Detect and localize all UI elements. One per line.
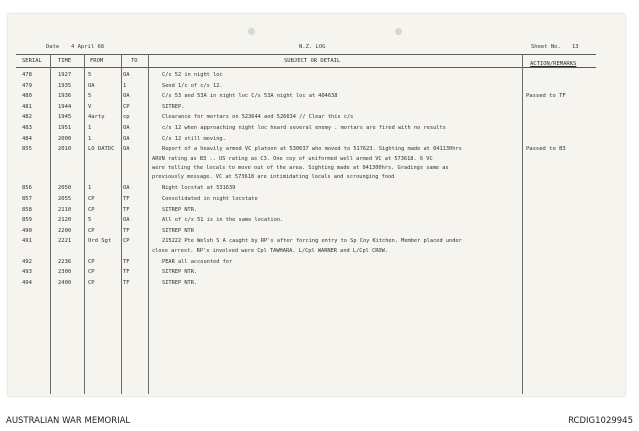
entry-serial: 481	[22, 103, 32, 110]
entry-time: 1951	[58, 125, 72, 131]
entry-from: V	[88, 103, 92, 110]
column-divider	[522, 54, 523, 394]
header-bottom-rule	[16, 67, 596, 68]
entry-serial: 484	[22, 135, 32, 142]
entry-from: CP	[88, 279, 95, 286]
entry-to: 1	[123, 82, 127, 89]
header-top-rule	[16, 54, 596, 55]
column-header-from: FROM	[90, 58, 104, 64]
punch-hole-right	[395, 28, 402, 35]
entry-to: OA	[123, 217, 130, 224]
entry-time: 2050	[58, 185, 72, 192]
entry-to: TF	[123, 195, 130, 202]
entry-detail: ARVN rating as B3 .. US rating as C3. One coy of uniformed well armed VC at 573618. 6 VC	[152, 155, 433, 162]
entry-time: 2200	[58, 227, 72, 234]
entry-from: CP	[88, 269, 95, 276]
entry-time: 2221	[58, 238, 72, 245]
entry-detail: SITREP NTR.	[162, 269, 198, 276]
sheet-label: Sheet No.	[531, 44, 561, 50]
footer-institution: AUSTRALIAN WAR MEMORIAL	[6, 416, 131, 426]
entry-to: CP	[123, 103, 130, 110]
column-divider	[148, 54, 149, 394]
entry-time: 2400	[58, 279, 72, 286]
entry-serial: 480	[22, 93, 32, 100]
entry-serial: 858	[22, 206, 32, 213]
entry-detail: c/s 12 when approaching night loc heard several enemy . mortars are fired with no results	[162, 125, 446, 131]
entry-serial: 491	[22, 238, 32, 245]
entry-serial: 482	[22, 114, 32, 121]
column-header-subject: SUBJECT OR DETAIL	[284, 58, 341, 64]
column-header-serial: SERIAL	[22, 58, 42, 64]
entry-detail: Consolidated in night locstate	[162, 195, 258, 202]
entry-to: OA	[123, 125, 130, 131]
entry-time: 1944	[58, 103, 72, 110]
entry-from: 5	[88, 93, 92, 100]
column-divider	[50, 54, 51, 394]
entry-action: Passed to TF	[526, 93, 566, 100]
entry-from: 1	[88, 125, 92, 131]
column-divider	[121, 54, 122, 394]
entry-serial: 478	[22, 72, 32, 78]
entry-to: TF	[123, 269, 130, 276]
entry-time: 2010	[58, 146, 72, 153]
entry-detail: C/s 12 still moving.	[162, 135, 226, 142]
entry-from: CP	[88, 258, 95, 265]
entry-from: CP	[88, 206, 95, 213]
entry-detail: SITREP NTR.	[162, 279, 198, 286]
entry-serial: 859	[22, 217, 32, 224]
entry-serial: 855	[22, 146, 32, 153]
entry-time: 2236	[58, 258, 72, 265]
entry-action: Passed to B3	[526, 146, 566, 153]
entry-detail: C/s 53 and 53A in night loc C/s 53A night loc at 404638	[162, 93, 338, 100]
entry-to: OA	[123, 135, 130, 142]
entry-to: TF	[123, 279, 130, 286]
entry-to: OA	[123, 72, 130, 78]
entry-detail: were telling the locals to move out of the area. Sighting made at 041300hrs. Gradings same as	[152, 165, 449, 171]
entry-detail: Night locstat at 531639	[162, 185, 236, 192]
entry-to: TF	[123, 227, 130, 234]
entry-detail: SITREP NTR	[162, 227, 194, 234]
date-value: 4 April 68	[71, 44, 105, 50]
entry-detail: Send 1/c of c/s 12.	[162, 82, 223, 89]
entry-time: 1945	[58, 114, 72, 121]
sheet-value: 13	[572, 44, 579, 50]
entry-from: Ord Sgt	[88, 238, 112, 245]
entry-detail: 215222 Pte Welsh S A caught by RP's after forcing entry to Sp Coy Kitchen. Member placed under	[162, 238, 462, 245]
entry-detail: previously message. VC at 573618 are intimidating locals and scrounging food	[152, 174, 395, 181]
entry-serial: 479	[22, 82, 32, 89]
entry-to: CP	[123, 238, 130, 245]
document-title: N.Z. LOG	[299, 44, 326, 50]
column-header-action: ACTION/REMARKS	[530, 61, 577, 67]
entry-detail: SITREP.	[162, 103, 185, 110]
entry-serial: 492	[22, 258, 32, 265]
entry-time: 1936	[58, 93, 72, 100]
entry-to: OA	[123, 146, 130, 153]
entry-from: CP	[88, 227, 95, 234]
punch-hole-left	[248, 28, 255, 35]
entry-serial: 493	[22, 269, 32, 276]
column-divider	[84, 54, 85, 394]
entry-from: 5	[88, 72, 92, 78]
entry-time: 1927	[58, 72, 72, 78]
entry-time: 2110	[58, 206, 72, 213]
entry-detail: PEAR all accounted for	[162, 258, 233, 265]
column-header-to: TO	[131, 58, 138, 64]
entry-from: 1	[88, 185, 92, 192]
entry-serial: 857	[22, 195, 32, 202]
entry-detail: close arrest. RP's involved were Cpl TAWHARA. L/Cpl WARNER and L/Cpl CROW.	[152, 247, 388, 254]
entry-to: TF	[123, 258, 130, 265]
entry-detail: C/s 52 in night loc	[162, 72, 223, 78]
entry-detail: SITREP NTR.	[162, 206, 198, 213]
entry-serial: 490	[22, 227, 32, 234]
entry-to: TF	[123, 206, 130, 213]
entry-from: CP	[88, 195, 95, 202]
entry-time: 2000	[58, 135, 72, 142]
column-header-time: TIME	[58, 58, 72, 64]
entry-from: 5	[88, 217, 92, 224]
date-label: Date	[46, 44, 60, 50]
entry-time: 2055	[58, 195, 72, 202]
entry-time: 2120	[58, 217, 72, 224]
entry-from: OA	[88, 82, 95, 89]
entry-detail: Report of a heavily armed VC platoon at 530637 who moved to 517623. Sighting made at 041130hrs	[162, 146, 462, 153]
entry-serial: 483	[22, 125, 32, 131]
entry-time: 2300	[58, 269, 72, 276]
log-sheet	[8, 14, 625, 396]
entry-detail: Clearance for mortars on 523644 and 526634 // Clear this c/s	[162, 114, 354, 121]
entry-from: 1	[88, 135, 92, 142]
entry-serial: 856	[22, 185, 32, 192]
entry-from: 4arty	[88, 114, 105, 121]
entry-to: OA	[123, 93, 130, 100]
entry-detail: All of c/s 51 is in the same location.	[162, 217, 284, 224]
entry-to: OA	[123, 185, 130, 192]
entry-time: 1935	[58, 82, 72, 89]
entry-serial: 494	[22, 279, 32, 286]
entry-to: cp	[123, 114, 130, 121]
footer-reference: RCDIG1029945	[568, 416, 633, 426]
entry-from: LO DATDC	[88, 146, 115, 153]
